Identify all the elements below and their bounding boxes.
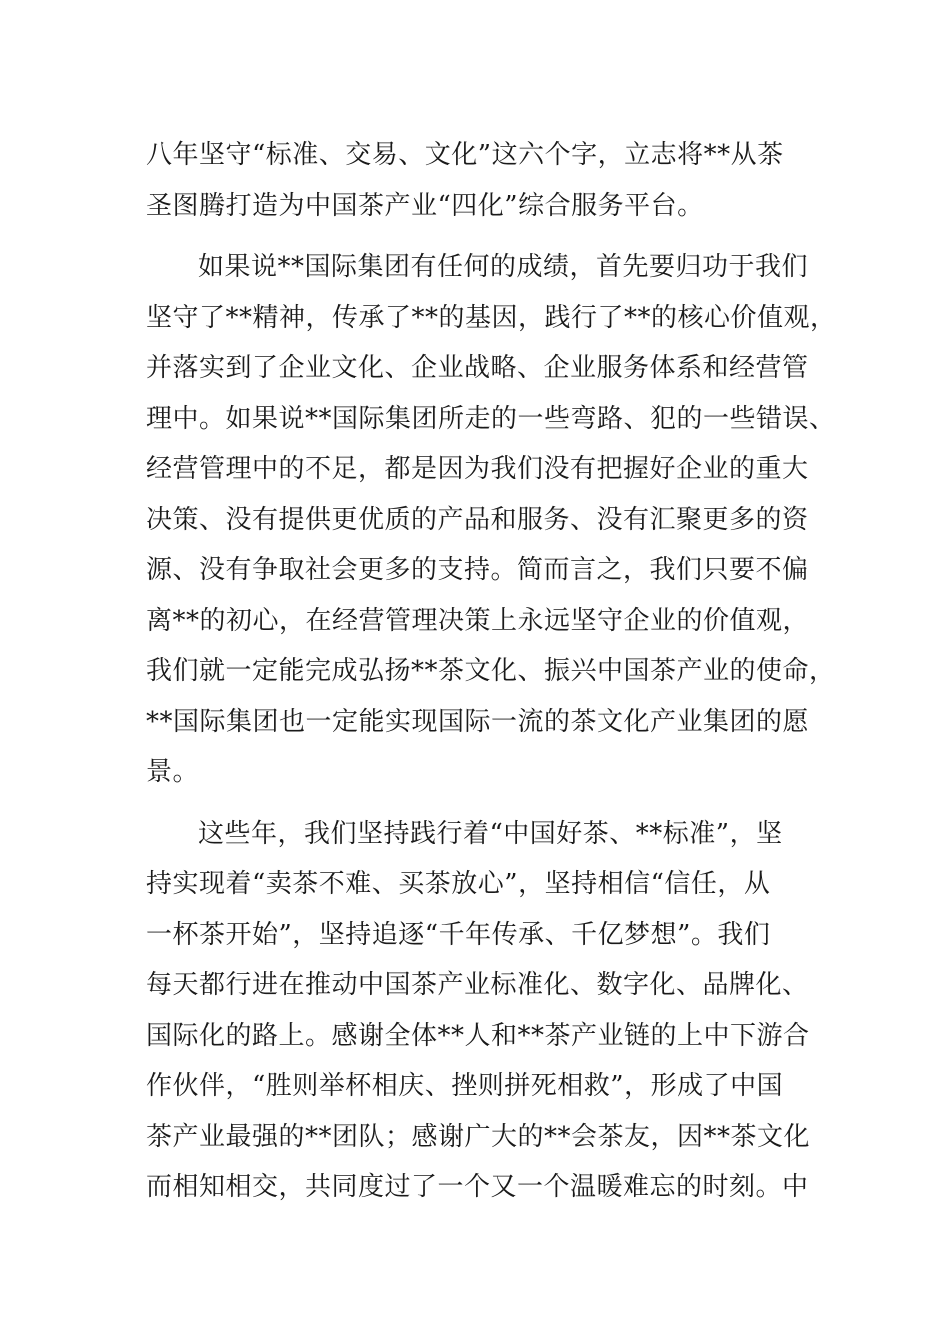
text-line: 理中。如果说**国际集团所走的一些弯路、犯的一些错误、	[146, 403, 836, 434]
text-line: **国际集团也一定能实现国际一流的茶文化产业集团的愿	[146, 706, 810, 737]
paragraph-1	[146, 130, 826, 231]
text-line: 八年坚守“标准、交易、文化”这六个字，立志将**从茶	[146, 140, 784, 170]
text-line: 茶产业最强的**团队；感谢广大的**会茶友，因**茶文化	[146, 1121, 811, 1152]
paragraph-spacing	[146, 798, 826, 809]
text-line: 决策、没有提供更优质的产品和服务、没有汇聚更多的资	[146, 504, 809, 535]
text-line: 每天都行进在推动中国茶产业标准化、数字化、品牌化、	[146, 970, 809, 1000]
text-line: 坚守了**精神，传承了**的基因，践行了**的核心价值观，	[146, 302, 837, 333]
paragraph-spacing	[146, 231, 826, 242]
text-line: 国际化的路上。感谢全体**人和**茶产业链的上中下游合	[146, 1020, 810, 1051]
text-line: 景。	[146, 757, 200, 787]
text-line: 作伙伴，“胜则举杯相庆、挫则拼死相救”，形成了中国	[146, 1071, 784, 1101]
text-line: 圣图腾打造为中国茶产业“四化”综合服务平台。	[146, 190, 704, 221]
document-body	[146, 130, 837, 1213]
text-line: 经营管理中的不足，都是因为我们没有把握好企业的重大	[146, 454, 809, 484]
text-line: 一杯茶开始”，坚持追逐“千年传承、千亿梦想”。我们	[146, 919, 771, 950]
text-line: 我们就一定能完成弘扬**茶文化、振兴中国茶产业的使命，	[146, 656, 836, 686]
text-line: 并落实到了企业文化、企业战略、企业服务体系和经营管	[146, 353, 809, 383]
paragraph-2	[146, 242, 837, 798]
paragraph-3	[146, 809, 826, 1213]
text-line: 源、没有争取社会更多的支持。简而言之，我们只要不偏	[146, 555, 809, 585]
text-line: 如果说**国际集团有任何的成绩，首先要归功于我们	[198, 252, 809, 282]
text-line: 这些年，我们坚持践行着“中国好茶、**标准”，坚	[198, 818, 783, 849]
text-line: 持实现着“卖茶不难、买茶放心”，坚持相信“信任，从	[146, 869, 771, 899]
text-line: 而相知相交，共同度过了一个又一个温暖难忘的时刻。中	[146, 1172, 809, 1202]
text-line: 离**的初心，在经营管理决策上永远坚守企业的价值观，	[146, 605, 810, 636]
